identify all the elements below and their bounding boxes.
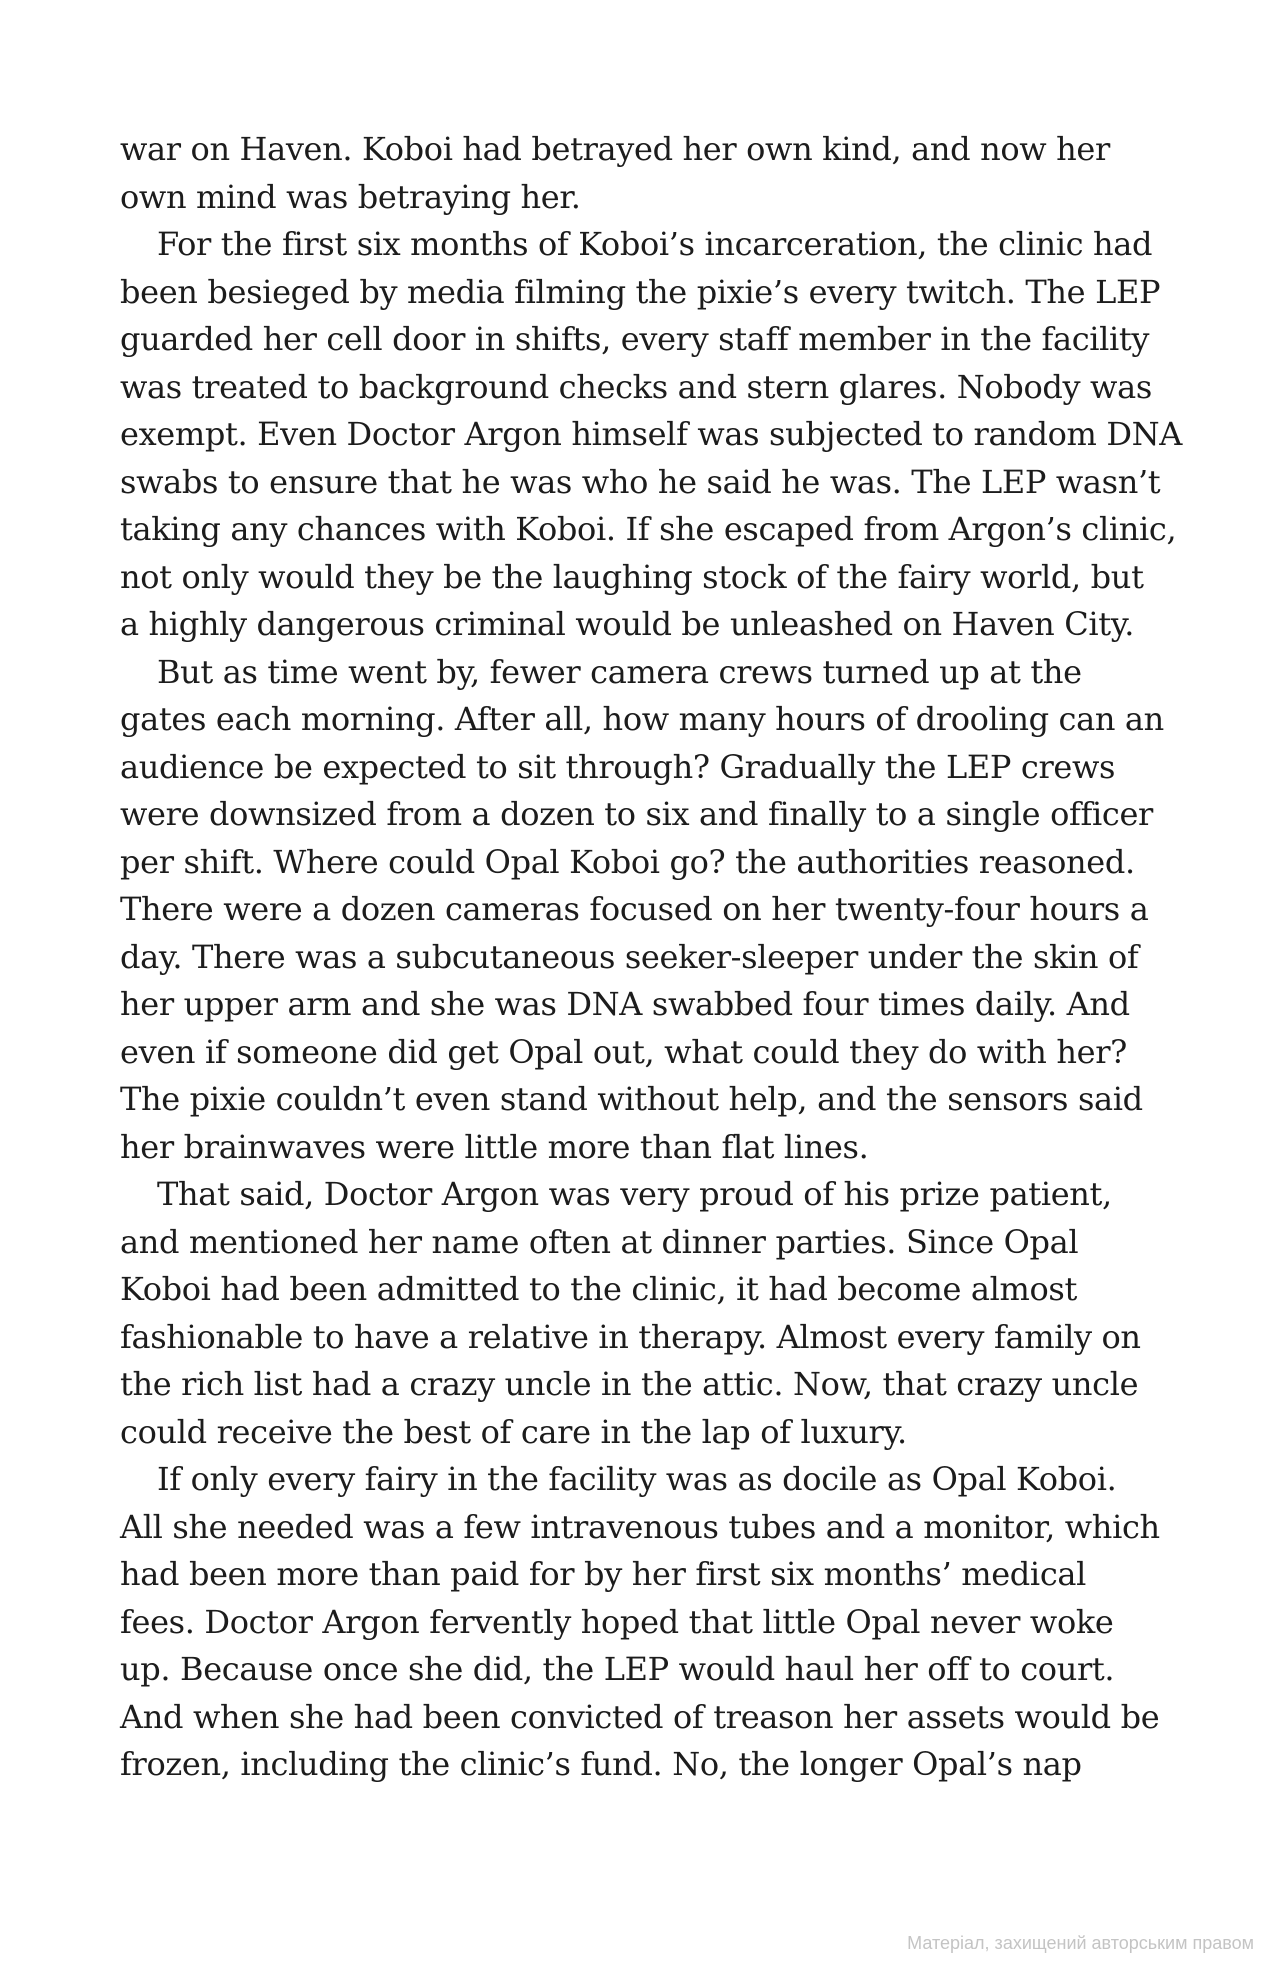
text-line: fees. Doctor Argon fervently hoped that little Opal never woke	[120, 1602, 1114, 1641]
text-line: All she needed was a few intravenous tubes and a monitor, which	[120, 1507, 1160, 1546]
text-line: her upper arm and she was DNA swabbed four times daily. And	[120, 985, 1130, 1023]
text-line: been besieged by media filming the pixie’s every twitch. The LEP	[120, 272, 1161, 311]
text-line: Koboi had been admitted to the clinic, it had become almost	[120, 1270, 1078, 1308]
text-line: For the first six months of Koboi’s incarceration, the clinic had	[157, 225, 1153, 263]
text-line: a highly dangerous criminal would be unleashed on Haven City.	[120, 605, 1135, 643]
text-line: audience be expected to sit through? Gradually the LEP crews	[120, 747, 1116, 786]
text-line: There were a dozen cameras focused on her twenty-four hours a	[120, 890, 1149, 928]
text-line: taking any chances with Koboi. If she escaped from Argon’s clinic,	[120, 510, 1177, 548]
text-line: the rich list had a crazy uncle in the attic. Now, that crazy uncle	[120, 1365, 1139, 1403]
text-line: The pixie couldn’t even stand without help, and the sensors said	[120, 1080, 1143, 1118]
text-line: swabs to ensure that he was who he said he was. The LEP wasn’t	[120, 462, 1161, 501]
text-line: her brainwaves were little more than flat lines.	[120, 1127, 869, 1166]
text-line: That said, Doctor Argon was very proud of his prize patient,	[157, 1175, 1112, 1213]
text-line: And when she had been convicted of treason her assets would be	[120, 1697, 1160, 1736]
text-line: own mind was betraying her.	[120, 177, 581, 216]
text-line: guarded her cell door in shifts, every staff member in the facility	[120, 320, 1150, 358]
text-line: exempt. Even Doctor Argon himself was subjected to random DNA	[120, 415, 1183, 453]
text-line: not only would they be the laughing stock of the fairy world, but	[120, 557, 1144, 596]
text-line: and mentioned her name often at dinner parties. Since Opal	[120, 1222, 1079, 1261]
text-line: up. Because once she did, the LEP would haul her off to court.	[120, 1650, 1115, 1688]
copyright-watermark: Матеріал, захищений авторським правом	[907, 1933, 1254, 1953]
text-line: even if someone did get Opal out, what could they do with her?	[120, 1032, 1127, 1071]
text-line: gates each morning. After all, how many hours of drooling can an	[120, 700, 1164, 738]
text-line: If only every fairy in the facility was as docile as Opal Koboi.	[157, 1460, 1117, 1498]
text-line: day. There was a subcutaneous seeker-sleeper under the skin of	[120, 937, 1139, 976]
text-line: war on Haven. Koboi had betrayed her own kind, and now her	[120, 130, 1110, 168]
text-line: were downsized from a dozen to six and finally to a single officer	[120, 795, 1153, 833]
text-line: had been more than paid for by her first six months’ medical	[120, 1555, 1087, 1593]
text-line: per shift. Where could Opal Koboi go? the authorities reasoned.	[120, 842, 1135, 881]
text-line: could receive the best of care in the lap of luxury.	[120, 1412, 907, 1451]
text-line: But as time went by, fewer camera crews turned up at the	[157, 652, 1082, 691]
text-line: frozen, including the clinic’s fund. No, the longer Opal’s nap	[120, 1745, 1082, 1783]
body-text	[120, 126, 1183, 1789]
text-line: fashionable to have a relative in therapy. Almost every family on	[120, 1317, 1141, 1356]
text-line: was treated to background checks and stern glares. Nobody was	[120, 367, 1152, 406]
